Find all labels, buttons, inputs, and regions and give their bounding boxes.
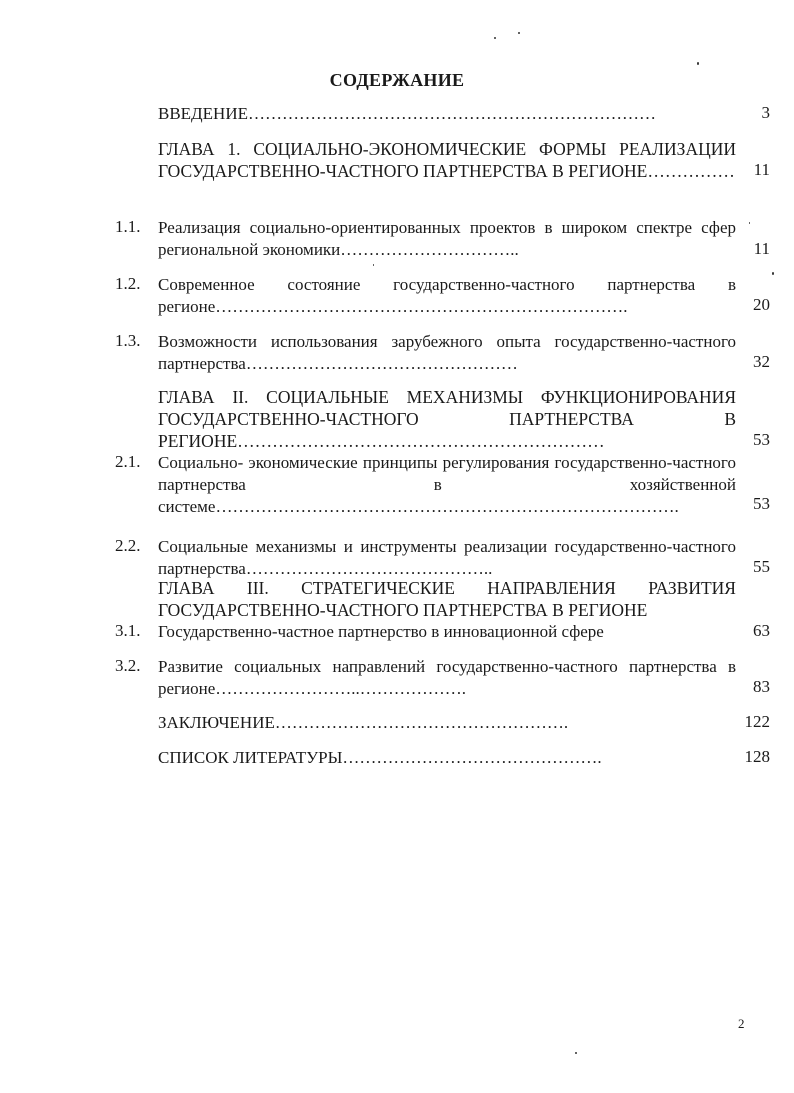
toc-entry-chapter-1: ГЛАВА 1. СОЦИАЛЬНО-ЭКОНОМИЧЕСКИЕ ФОРМЫ РЕАЛИЗАЦИИ ГОСУДАРСТВЕННО-ЧАСТНОГО ПАРТНЕРСТВА В РЕГИОНЕ…………… <box>158 139 736 181</box>
toc-entry-conclusion: ЗАКЛЮЧЕНИЕ……………………………………………. <box>158 713 569 732</box>
toc-page-bibliography: 128 <box>744 747 770 766</box>
toc-entry-1-1: Реализация социально-ориентированных проектов в широком спектре сфер региональной экономики………………………….. <box>158 218 736 259</box>
toc-num-1-2: 1.2. <box>115 274 141 293</box>
toc-page-3-2: 83 <box>753 677 770 696</box>
toc-entry-bibliography: СПИСОК ЛИТЕРАТУРЫ………………………………………. <box>158 748 602 767</box>
toc-page-2-2: 55 <box>753 557 770 576</box>
scan-speck <box>772 272 774 275</box>
toc-entry-3-1: Государственно-частное партнерство в инновационной сфере <box>158 622 604 641</box>
toc-page-1-3: 32 <box>753 352 770 371</box>
toc-page-1-1: 11 <box>753 239 770 258</box>
scan-speck <box>518 32 520 34</box>
toc-num-1-1: 1.1. <box>115 217 141 236</box>
toc-num-3-2: 3.2. <box>115 656 141 675</box>
scan-speck <box>373 264 374 266</box>
toc-num-1-3: 1.3. <box>115 331 141 350</box>
toc-entry-1-3: Возможности использования зарубежного опыта государственно-частного партнерства………………………………………… <box>158 332 736 373</box>
toc-entry-intro: ВВЕДЕНИЕ……………………………………………………………… <box>158 104 656 123</box>
toc-page-3-1: 63 <box>753 621 770 640</box>
scan-speck <box>697 62 699 65</box>
page-number: 2 <box>738 1016 745 1031</box>
toc-entry-chapter-2: ГЛАВА II. СОЦИАЛЬНЫЕ МЕХАНИЗМЫ ФУНКЦИОНИРОВАНИЯ ГОСУДАРСТВЕННО-ЧАСТНОГО ПАРТНЕРСТВА В РЕГИОНЕ……………………………………………………… <box>158 387 736 451</box>
toc-num-2-1: 2.1. <box>115 452 141 471</box>
scan-speck <box>749 222 750 224</box>
toc-page-intro: 3 <box>761 103 770 122</box>
scan-speck <box>494 37 496 39</box>
toc-entry-chapter-3: ГЛАВА III. СТРАТЕГИЧЕСКИЕ НАПРАВЛЕНИЯ РАЗВИТИЯ ГОСУДАРСТВЕННО-ЧАСТНОГО ПАРТНЕРСТВА В РЕГИОНЕ <box>158 578 736 620</box>
toc-num-3-1: 3.1. <box>115 621 141 640</box>
page-title: СОДЕРЖАНИЕ <box>329 70 465 90</box>
toc-page-chapter-2: 53 <box>753 430 770 449</box>
toc-entry-2-2: Социальные механизмы и инструменты реализации государственно-частного партнерства…………………………………….. <box>158 537 736 578</box>
toc-page-2-1: 53 <box>753 494 770 513</box>
toc-page-1-2: 20 <box>753 295 770 314</box>
scan-speck <box>575 1052 577 1054</box>
toc-entry-1-2: Современное состояние государственно-частного партнерства в регионе………………………………………………………………. <box>158 275 736 316</box>
toc-entry-3-2: Развитие социальных направлений государственно-частного партнерства в регионе……………………..………………. <box>158 657 736 698</box>
toc-entry-2-1: Социально- экономические принципы регулирования государственно-частного партнерства в хозяйственной системе………………………………………………………………………. <box>158 453 736 516</box>
toc-page-chapter-1: 11 <box>753 160 770 179</box>
toc-page-conclusion: 122 <box>744 712 770 731</box>
toc-num-2-2: 2.2. <box>115 536 141 555</box>
